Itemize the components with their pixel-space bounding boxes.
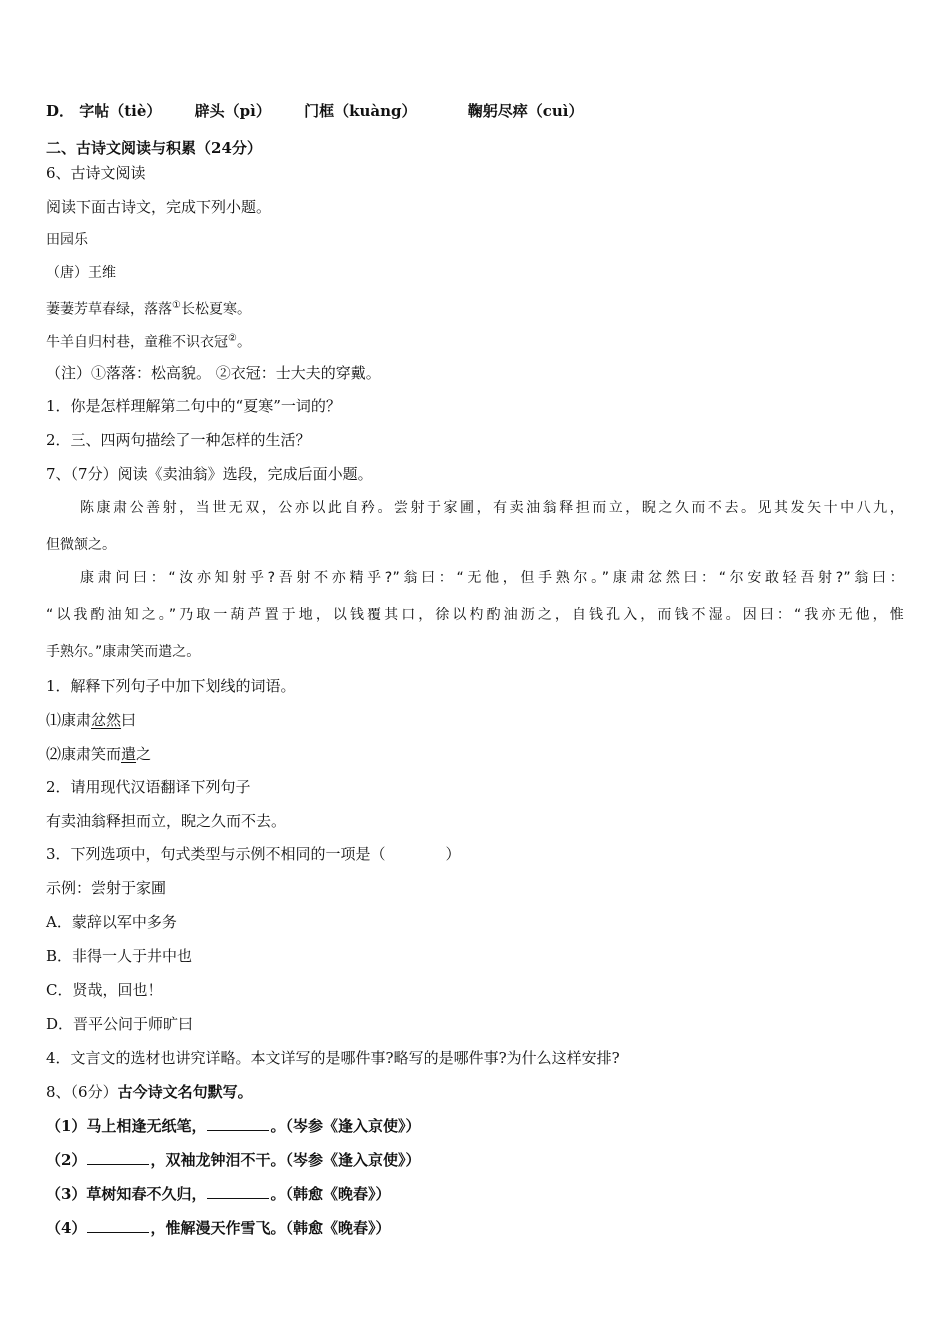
passage-line: 康肃问曰：“汝亦知射乎?吾射不亦精乎?”翁曰：“无他，但手熟尔。”康肃忿然曰：“尔安敢轻吾射?”翁曰： bbox=[80, 570, 904, 586]
footnote-mark: ① bbox=[172, 300, 181, 311]
underlined-word: 忿然 bbox=[91, 711, 122, 729]
q7-sub3-example: 示例：尝射于家圃 bbox=[46, 879, 167, 897]
item-text: ⑵康肃笑而 bbox=[46, 745, 122, 763]
q7-sub1-item-1 bbox=[46, 710, 136, 730]
poem-text: 萋萋芳草春绿，落落 bbox=[46, 301, 172, 318]
q7-sub4: 4．文言文的选材也讲究详略。本文详写的是哪件事?略写的是哪件事?为什么这样安排? bbox=[46, 1049, 620, 1067]
poem-title: 田园乐 bbox=[46, 232, 88, 248]
item-text: （3）草树知春不久归， bbox=[46, 1185, 207, 1203]
q7-sub2-sentence: 有卖油翁释担而立，睨之久而不去。 bbox=[46, 812, 287, 830]
item-text: （4） bbox=[46, 1219, 87, 1237]
option-d: D．晋平公问于师旷曰 bbox=[46, 1015, 194, 1033]
item-text: ⑴康肃 bbox=[46, 711, 92, 729]
item-text: （2） bbox=[46, 1151, 87, 1169]
option-b: B．非得一人于井中也 bbox=[46, 947, 193, 965]
underlined-word: 遣 bbox=[121, 745, 137, 763]
passage-line: 但微颔之。 bbox=[46, 537, 116, 553]
recitation-item bbox=[46, 1116, 420, 1136]
option-item: 字帖（tiè） bbox=[79, 102, 162, 120]
q6-sub1: 1．你是怎样理解第二句中的“夏寒”一词的？ bbox=[46, 397, 341, 415]
item-text: （1）马上相逢无纸笔， bbox=[46, 1117, 207, 1135]
q8-number: 8、（6分） bbox=[46, 1083, 118, 1101]
poem-text: 。 bbox=[236, 334, 251, 351]
option-c: C．贤哉，回也！ bbox=[46, 981, 163, 999]
q8-title: 古今诗文名句默写。 bbox=[117, 1083, 253, 1101]
q5-option-d bbox=[46, 101, 611, 121]
q7-sub1: 1．解释下列句子中加下划线的词语。 bbox=[46, 677, 296, 695]
recitation-item bbox=[46, 1218, 390, 1238]
item-text: 曰 bbox=[121, 711, 137, 729]
poem-text: 牛羊自归村巷，童稚不识衣冠 bbox=[46, 334, 228, 351]
section-title: 二、古诗文阅读与积累（24分） bbox=[46, 139, 262, 157]
passage-line: “以我酌油知之。”乃取一葫芦置于地，以钱覆其口，徐以杓酌油沥之，自钱孔入，而钱不湿。因曰：“我亦无他，惟 bbox=[46, 607, 904, 623]
recitation-item bbox=[46, 1150, 420, 1170]
answer-blank[interactable] bbox=[87, 1218, 149, 1233]
answer-blank[interactable] bbox=[207, 1184, 269, 1199]
q7-sub1-item-2 bbox=[46, 744, 151, 764]
option-item: 门框（kuàng） bbox=[304, 102, 417, 120]
item-text: 。（岑参《逢入京使》） bbox=[270, 1117, 421, 1135]
q7-sub3: 3．下列选项中，句式类型与示例不相同的一项是（ ） bbox=[46, 845, 461, 863]
poem-line-2 bbox=[46, 329, 251, 353]
passage-line: 陈康肃公善射，当世无双，公亦以此自矜。尝射于家圃，有卖油翁释担而立，睨之久而不去。见其发矢十中八九， bbox=[80, 500, 904, 516]
poem-author: （唐）王维 bbox=[46, 265, 116, 281]
recitation-item bbox=[46, 1184, 390, 1204]
answer-blank[interactable] bbox=[207, 1116, 269, 1131]
q6-instruction: 阅读下面古诗文，完成下列小题。 bbox=[46, 198, 272, 216]
item-text: 之 bbox=[136, 745, 152, 763]
passage-line: 手熟尔。”康肃笑而遣之。 bbox=[46, 644, 201, 660]
poem-notes: （注）①落落：松高貌。 ②衣冠：士大夫的穿戴。 bbox=[46, 364, 381, 382]
poem-line-1 bbox=[46, 296, 251, 320]
q7-header: 7、（7分）阅读《卖油翁》选段，完成后面小题。 bbox=[46, 465, 373, 483]
option-item: 辟头（pì） bbox=[194, 102, 271, 120]
q7-sub2: 2．请用现代汉语翻译下列句子 bbox=[46, 778, 251, 796]
poem-text: 长松夏寒。 bbox=[180, 301, 251, 318]
option-label: D． bbox=[46, 102, 75, 120]
q6-sub2: 2．三、四两句描绘了一种怎样的生活？ bbox=[46, 431, 311, 449]
option-a: A．蒙辞以军中多务 bbox=[46, 913, 177, 931]
item-text: 。（韩愈《晚春》） bbox=[270, 1185, 391, 1203]
q8-header bbox=[46, 1082, 253, 1102]
option-item: 鞠躬尽瘁（cuì） bbox=[467, 102, 584, 120]
item-text: ，惟解漫天作雪飞。（韩愈《晚春》） bbox=[150, 1219, 391, 1237]
footnote-mark: ② bbox=[228, 333, 237, 344]
answer-blank[interactable] bbox=[87, 1150, 149, 1165]
item-text: ，双袖龙钟泪不干。（岑参《逢入京使》） bbox=[150, 1151, 421, 1169]
q6-number: 6、古诗文阅读 bbox=[46, 164, 146, 182]
